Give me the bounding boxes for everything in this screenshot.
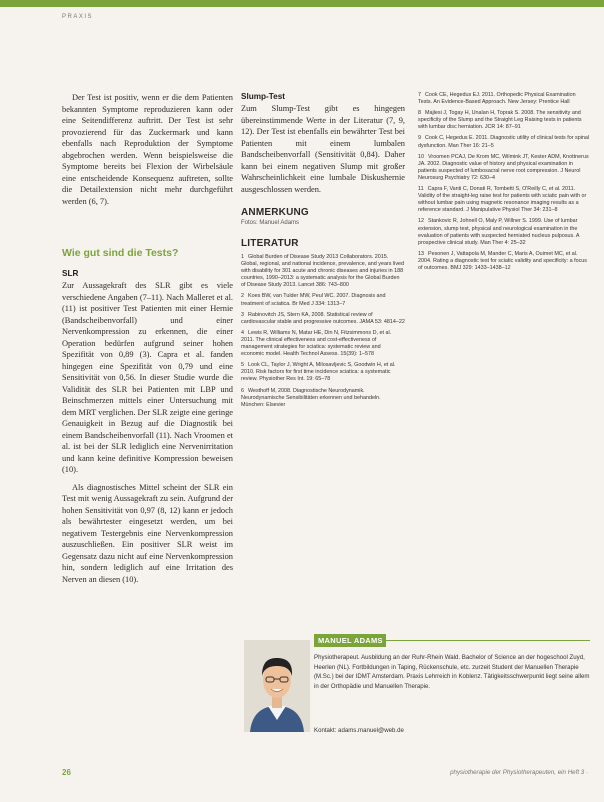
reference-item: 6 Westhoff M, 2008. Diagnostische Neurodynamik. Neurodynamische Sensibilitäten erkennen und behandeln. München: Elsevier: [241, 387, 381, 408]
author-contact: Kontakt: adams.manuel@web.de: [314, 727, 404, 734]
paragraph: Zum Slump-Test gibt es hingegen übereinstimmende Werte in der Literatur (7, 9, 12). Der Test ist ebenfalls ein bewährter Test bei Patienten mit einem lumbalen Bandscheibenvorfall (Sensitivität 0,84). Daher kann bei einem negativen Slump mit großer Wahrscheinlichkeit eine lumbale Diskushernie ausgeschlossen werden.: [241, 104, 405, 194]
paragraph: Der Test ist positiv, wenn er die dem Patienten bekannten Symptome reproduzieren kann oder eine Seitendifferenz auftritt. Der Test ist sehr provozierend für das Zuckermark und kann ebenfalls nach Reproduktion der Symptome abgebrochen werden. Wenn beispielsweise die Symptome bereits bei Flexion der Wirbelsäule eine entscheidende Konsequenz auftreten, sollte die Detailextension nicht mehr durchgeführt werden (6, 7).: [62, 93, 233, 206]
reference-item: 9 Cook C, Hegedus E. 2011. Diagnostic utility of clinical tests for spinal dysfunction. Man Ther 16: 21–5: [418, 135, 590, 149]
reference-column-3: [418, 92, 590, 276]
portrait-image: [244, 640, 310, 732]
top-accent-bar: [0, 0, 604, 7]
reference-item: 12 Stankovic R, Johnell O, Maly P, Willner S. 1999. Use of lumbar extension, slump test, physical and neurological examination in the evaluation of patients with suspected herniated nucleus pulposus. A prospective clinical study. Man Ther 4: 25–32: [418, 218, 580, 246]
text-column-1: [62, 92, 233, 585]
note-heading: ANMERKUNG: [241, 207, 309, 218]
reference-item: 5 Look CL, Taylor J, Wright A, Milosavljevic S, Goodwin H, et al. 2010. Risk factors for first time incidence sciatica: a systematic review. Physiother Res Int. 19: 65–78: [241, 362, 396, 383]
section-label: PRAXIS: [62, 14, 94, 20]
note-text: Fotos: Manuel Adams: [241, 220, 300, 226]
page-number: 26: [62, 768, 71, 777]
reference-item: 10 Vroomen PCAJ, De Krom MC, Wilmink JT, Kester ADM, Knottnerus JA. 2002. Diagnostic value of history and physical examination in patients suspected of lumbosacral nerve root compression. J Neurol Neurosurg Psychiatry 72: 630–4: [418, 153, 589, 181]
subheading-slr: SLR: [62, 269, 79, 278]
section-heading: Wie gut sind die Tests?: [62, 247, 179, 259]
paragraph: Als diagnostisches Mittel scheint der SLR ein Test mit wenig Aussagekraft zu sein. Aufgrund der hohen Sensitivität von 0,97 (8, 12) kann er jedoch als bewährtester eingesetzt werden, um bei negativem Testergebnis eine Nervenkompression auszuschließen. Ein positiver SLR weist im Gegensatz dazu nicht auf eine Nervenkompression hin, sondern lediglich auf eine Irritation des Nerven an diesen (10).: [62, 482, 233, 584]
reference-item: 11 Capra F, Vanti C, Donati R, Tombetti S, O'Reilly C, et al. 2011. Validity of the straight-leg raise test for patients with sciatic pain with or without lumbar pain using magnetic resonance imaging results as a reference standard. J Manipulative Physiol Ther 34: 231–8: [418, 186, 587, 214]
references-heading: LITERATUR: [241, 238, 299, 249]
reference-item: 3 Rabinovitch JS, Stern KA, 2008. Statistical review of cardiovascular stable and progressive outcomes. JAMA 53: 4814–22: [241, 311, 405, 325]
reference-item: 4 Lewis R, Williams N, Matar HE, Din N, Fitzsimmons D, et al. 2011. The clinical effectiveness and cost-effectiveness of management strategies for sciatica: systematic review and economic model. Health Technol Assess. 15(39): 1–578: [241, 329, 392, 358]
text-column-2: [241, 92, 405, 413]
subheading-slump: Slump-Test: [241, 92, 285, 101]
author-bio: Physiotherapeut. Ausbildung an der Ruhr-Rhein Wald. Bachelor of Science an der hogeschool Zuyd, Heerlen (NL). Fortbildungen in Taping, Rückenschule, etc. zurzeit Student der Manuellen Therapie (M.Sc.) bei der IDMT Amsterdam. Praxis Lehrreich in Koblenz. Tätigkeitsschwerpunkt liegt seine allem in der Orthopädie und Manuellen Therapie.: [314, 654, 590, 690]
author-name-banner: MANUEL ADAMS: [314, 634, 386, 647]
footer-publication: physiotherapie der Physiotherapeuten, ein Heft 3 ·: [450, 769, 588, 776]
reference-item: 7 Cook CE, Hegedus EJ. 2011. Orthopedic Physical Examination Tests. An Evidence-Based Approach. New Jersey: Prentice Hall: [418, 92, 576, 106]
reference-item: 13 Pesonen J, Vattapola M, Mander C, Maris A, Ouimet MC, et al. 2004. Rating a diagnostic test for sciatic validity and specificity: a focus of outcomes. BMJ 329: 1433–1438–12: [418, 250, 587, 271]
author-photo: [244, 640, 310, 732]
reference-item: 1 Global Burden of Disease Study 2013 Collaborators. 2015. Global, regional, and national incidence, prevalence, and years lived with disability for 301 acute and chronic diseases and injuries in 188 countries, 1990–2013: a systematic analysis for the Global Burden of Disease Study 2013. Lancet 386: 743–800: [241, 254, 405, 289]
paragraph: Zur Aussagekraft des SLR gibt es viele verschiedene Angaben (7–11). Nach Malleret et al. (11) ist positiver Test Patienten mit einer Hernie (Bandscheibenvorfall) und einer Nervenkompression zu erkennen, die einer Operation bedürfen aufgrund seiner hohen Spezifität von 0,89 (3). Capra et al. fanden hingegen eine Spezifität von 0,79 und eine Sensitivität von 0,56. In dieser Studie wurde die Validität des SLR bei Patienten mit LBP und Beinschmerzen mittels einer Untersuchung mit dem MRT verglichen. Der SLR zeigte eine geringe Genauigkeit in Bezug auf die Diagnostik bei einem Bandscheibenvorfall (11). Nach Vroomen et al. ist bei der SLR lediglich eine Nervenirritation und kann keine definitive Kompression beweisen (10).: [62, 281, 233, 474]
reference-list: [241, 254, 405, 409]
reference-item: 2 Koes BW, van Tulder MW, Peul WC. 2007. Diagnosis and treatment of sciatica. Br Med J 334: 1313–7: [241, 293, 386, 307]
reference-item: 8 Majlesi J, Togay H, Unalan H, Toprak S. 2008. The sensitivity and specificity of the Slump and the Straight Leg Raising tests in patients with lumbar disc herniation. JCR 14: 87–91: [418, 110, 582, 131]
